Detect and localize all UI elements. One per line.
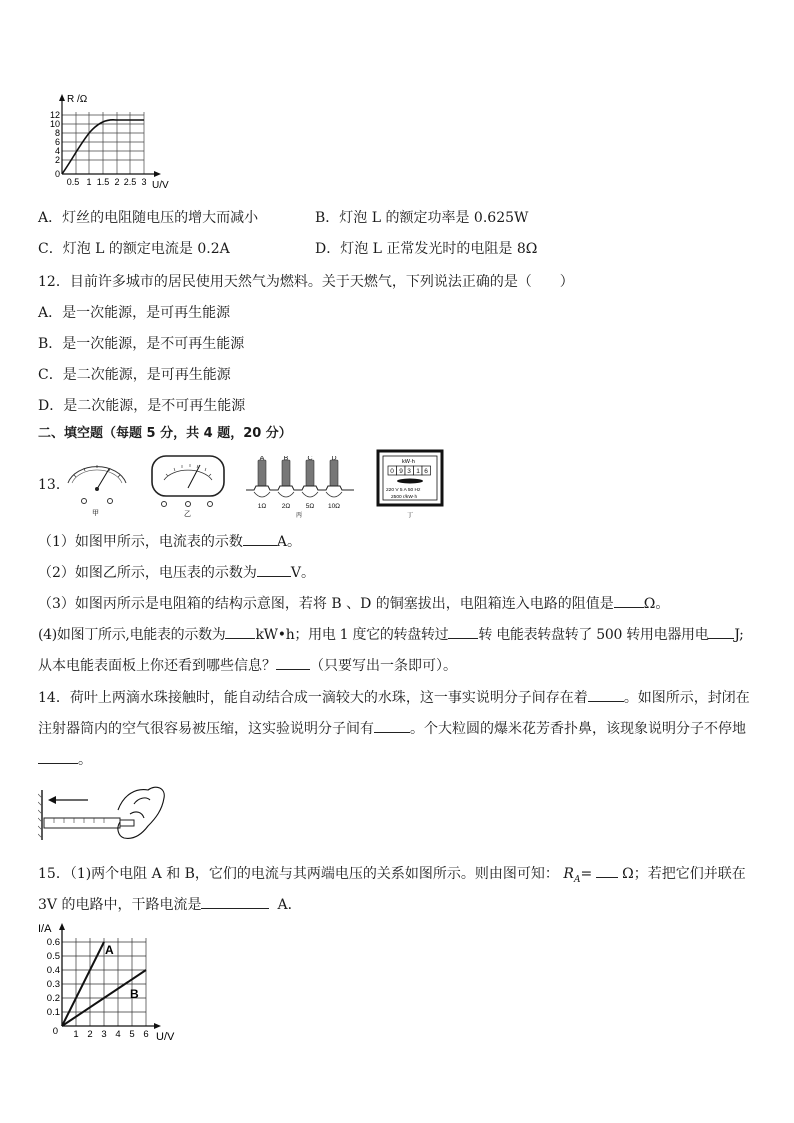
- q14-text-2: 。如图所示，封闭在: [623, 690, 750, 706]
- q14-line2: [38, 718, 746, 738]
- x-tick: 2: [114, 177, 120, 187]
- q14-text-1: 14．荷叶上两滴水珠接触时，能自动结合成一滴较大的水珠，这一事实说明分子间存在着: [38, 690, 588, 706]
- q13-part4: [38, 624, 744, 644]
- q13-part2-text: （2）如图乙所示，电压表的示数为: [38, 565, 257, 581]
- y-tick: 4: [54, 146, 60, 156]
- x-tick: 0.5: [66, 177, 80, 187]
- y-tick: 0.4: [46, 965, 60, 976]
- x-axis-label: U/V: [156, 1031, 175, 1043]
- q15-text-2: Ω；若把它们并联在: [622, 866, 746, 882]
- x-tick: 2.5: [123, 177, 137, 187]
- q14-line3: [38, 749, 92, 769]
- voltmeter-needle: [188, 465, 200, 488]
- q11-option-b: B．灯泡 L 的额定功率是 0.625W: [315, 210, 529, 226]
- resistor-value: 1Ω: [257, 503, 267, 510]
- y-tick: 0: [54, 169, 60, 179]
- copper-plug-d: [330, 460, 338, 486]
- q13-part2: [38, 562, 315, 582]
- copper-plug-b: [282, 460, 290, 486]
- y-tick: 0.2: [46, 993, 60, 1004]
- answer-blank[interactable]: [614, 593, 644, 608]
- electricity-meter-figure: [374, 448, 446, 520]
- answer-blank[interactable]: [257, 562, 291, 577]
- meter-digit: 0: [390, 468, 394, 475]
- answer-blank[interactable]: [596, 863, 618, 878]
- resistance-voltage-graph: [40, 92, 180, 192]
- q13-part4-unit: J;: [734, 627, 744, 643]
- q13-part4-text-3: 转 电能表转盘转了 500 转用电器用电: [478, 627, 709, 643]
- plug-label: D: [331, 456, 337, 462]
- q15-text-1: 15．（1)两个电阻 A 和 B，它们的电流与其两端电压的关系如图所示。则由图可知：: [38, 866, 559, 882]
- meter-digit: 3: [407, 468, 411, 475]
- syringe-figure: [38, 780, 170, 846]
- x-tick: 3: [101, 1029, 107, 1040]
- q15-text-3: 3V 的电路中，干路电流是: [38, 897, 202, 913]
- ammeter-needle: [97, 469, 109, 489]
- current-voltage-graph: [34, 920, 186, 1044]
- plug-label: C: [307, 456, 313, 462]
- x-axis-label: U/V: [152, 180, 169, 191]
- copper-plug-c: [306, 460, 314, 486]
- q13-part5-text: 从本电能表面板上你还看到哪些信息？: [38, 658, 276, 674]
- fig-label-yi: 乙: [184, 511, 191, 518]
- x-tick: 1: [86, 177, 92, 187]
- resistance-symbol: [563, 866, 581, 885]
- q12-option-b: B．是一次能源，是不可再生能源: [38, 336, 245, 352]
- resistance-symbol-letter: R: [563, 866, 574, 882]
- q12-option-c: C．是二次能源，是可再生能源: [38, 367, 231, 383]
- answer-blank[interactable]: [243, 531, 277, 546]
- fig-label-ding: 丁: [407, 513, 414, 519]
- meter-digit: 1: [416, 468, 420, 475]
- answer-blank[interactable]: [225, 624, 255, 639]
- q15-line1: [38, 863, 746, 885]
- answer-blank[interactable]: [201, 894, 269, 909]
- y-axis-label: I/A: [38, 923, 52, 935]
- line-a-label: A: [105, 943, 114, 957]
- meter-spec-2: 2500 r/kW·h: [391, 495, 418, 500]
- ammeter-figure: [62, 455, 132, 517]
- q13-part2-unit: V。: [290, 565, 316, 581]
- y-tick: 0.6: [46, 937, 60, 948]
- x-tick: 1.5: [96, 177, 110, 187]
- y-tick: 0.1: [46, 1007, 60, 1018]
- x-tick: 2: [87, 1029, 93, 1040]
- q14-text-4: 。个大粒圆的爆米花芳香扑鼻，该现象说明分子不停地: [410, 721, 746, 737]
- resistance-subscript: A: [573, 874, 581, 885]
- section-heading-fill-in: 二、填空题（每题 5 分，共 4 题，20 分）: [38, 426, 292, 441]
- x-tick: 1: [73, 1029, 79, 1040]
- meter-dial-disc: [397, 479, 423, 484]
- y-tick: 10: [49, 119, 60, 129]
- q12-option-a: A．是一次能源，是可再生能源: [38, 305, 231, 321]
- q13-part1-text: （1）如图甲所示，电流表的示数: [38, 534, 243, 550]
- q15-line2: [38, 894, 302, 914]
- plug-label: A: [259, 456, 265, 462]
- q15-text-4: A．: [277, 897, 302, 913]
- x-tick: 5: [129, 1029, 135, 1040]
- q13-number: 13．: [38, 477, 70, 493]
- q12-option-d: D．是二次能源，是不可再生能源: [38, 398, 246, 414]
- line-b-label: B: [130, 987, 139, 1001]
- meter-digit: 9: [399, 468, 403, 475]
- q14-line1: [38, 687, 750, 707]
- answer-blank[interactable]: [276, 655, 310, 670]
- q13-part1-unit: A。: [276, 534, 302, 550]
- voltmeter-figure: [148, 452, 228, 518]
- q13-part4-text-2: kW•h；用电 1 度它的转盘转过: [255, 627, 449, 643]
- y-tick: 2: [54, 155, 60, 165]
- y-tick: 6: [54, 137, 60, 147]
- answer-blank[interactable]: [588, 687, 624, 702]
- y-tick: 8: [54, 128, 60, 138]
- q13-part4-text: (4)如图丁所示,电能表的示数为: [38, 627, 226, 643]
- plug-label: B: [283, 456, 289, 462]
- meter-unit: kW·h: [402, 459, 415, 465]
- meter-spec-1: 220 V 5 A 50 Hz: [386, 488, 421, 493]
- y-tick: 0.5: [46, 951, 60, 962]
- q14-text-5: 。: [78, 752, 92, 768]
- q14-text-3: 注射器筒内的空气很容易被压缩，这实验说明分子间有: [38, 721, 374, 737]
- answer-blank[interactable]: [708, 624, 734, 639]
- x-tick: 4: [115, 1029, 121, 1040]
- q11-option-a: A．灯丝的电阻随电压的增大而减小: [38, 210, 259, 226]
- y-axis-label: R /Ω: [67, 94, 88, 105]
- resistor-value: 5Ω: [305, 503, 315, 510]
- hand-icon: [118, 787, 164, 838]
- fig-label-bing: 丙: [296, 513, 303, 518]
- copper-plug-a: [258, 460, 266, 486]
- q11-option-c: C．灯泡 L 的额定电流是 0.2A: [38, 241, 230, 257]
- resistor-value: 2Ω: [281, 503, 291, 510]
- resistance-box-figure: [244, 456, 356, 518]
- resistor-value: 10Ω: [327, 503, 341, 510]
- x-tick: 3: [141, 177, 147, 187]
- answer-blank[interactable]: [38, 749, 78, 764]
- q13-part5: [38, 655, 457, 675]
- q13-part5-text-2: （只要写出一条即可）。: [310, 658, 457, 674]
- q13-part3: [38, 593, 669, 613]
- x-tick: 6: [143, 1029, 149, 1040]
- q13-part3-unit: Ω。: [643, 596, 670, 612]
- q13-part3-text: （3）如图丙所示是电阻箱的结构示意图，若将 B 、D 的铜塞拔出，电阻箱连入电路的阻值是: [38, 596, 614, 612]
- y-tick: 12: [49, 110, 60, 120]
- q12-stem: 12．目前许多城市的居民使用天然气为燃料。关于天燃气，下列说法正确的是（ ）: [38, 274, 574, 290]
- y-tick: 0.3: [46, 979, 60, 990]
- fig-label-jia: 甲: [92, 510, 99, 517]
- q15-equals: =: [580, 866, 593, 882]
- meter-digit: 6: [424, 468, 428, 475]
- syringe-barrel: [44, 818, 120, 828]
- y-tick: 0: [52, 1026, 58, 1037]
- q11-option-d: D．灯泡 L 正常发光时的电阻是 8Ω: [315, 241, 538, 257]
- answer-blank[interactable]: [448, 624, 478, 639]
- answer-blank[interactable]: [374, 718, 410, 733]
- q13-part1: [38, 531, 301, 551]
